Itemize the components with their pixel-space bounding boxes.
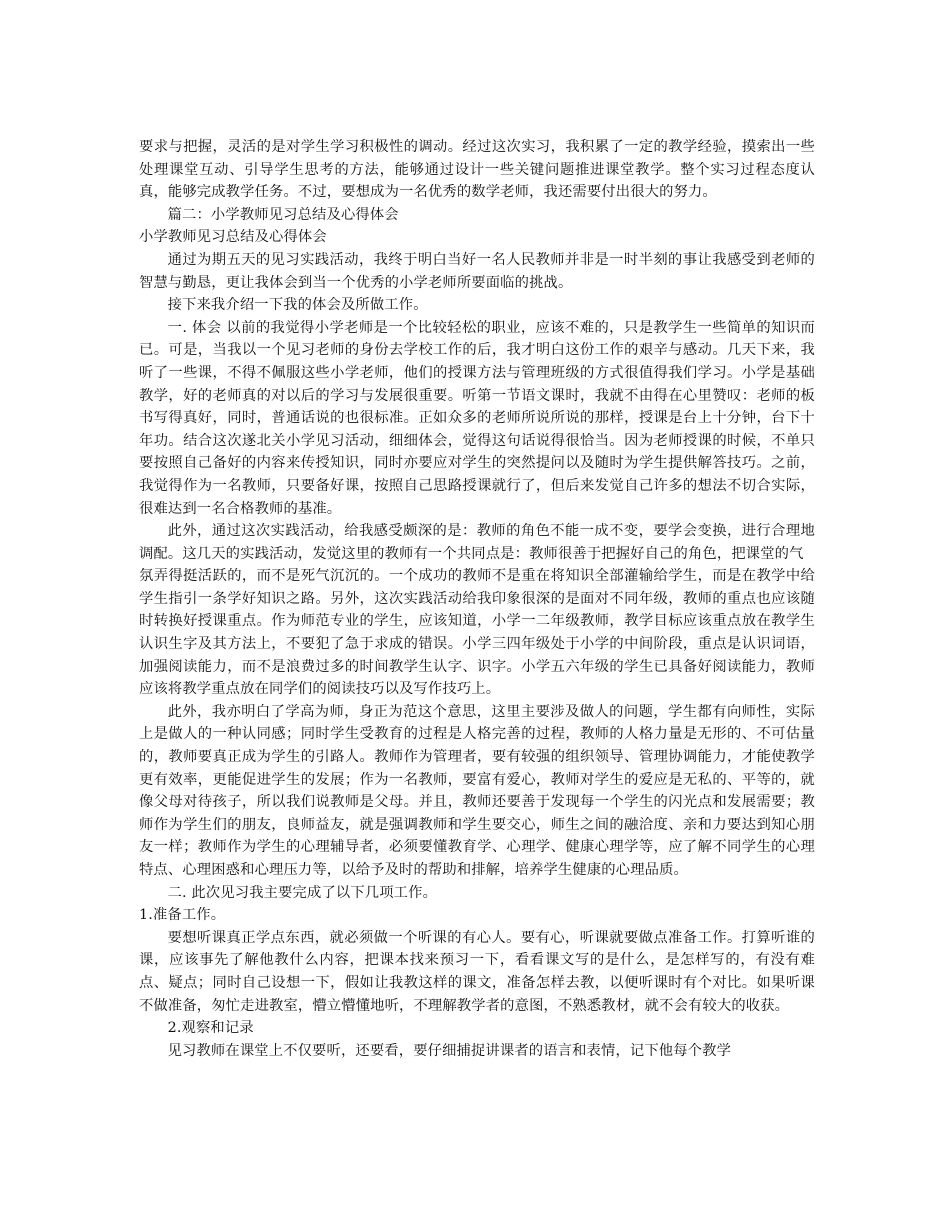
list-item-1-title: 1.准备工作。 [139, 907, 226, 924]
paragraph-continuation: 要求与把握，灵活的是对学生学习积极性的调动。经过这次实习，我积累了一定的教学经验，摸索出一些处理课堂互动、引导学生思考的方法，能够通过设计一些关键问题推进课堂教学。整个实习过程态度认真，能够完成教学任务。不过，要想成为一名优秀的数学老师，我还需要付出很大的努力。 [139, 139, 815, 201]
section-heading: 篇二：小学教师见习总结及心得体会 [167, 206, 399, 223]
document-title: 小学教师见习总结及心得体会 [139, 229, 327, 246]
paragraph-part-two: 二. 此次见习我主要完成了以下几项工作。 [167, 884, 438, 901]
paragraph-teacher: 此外，我亦明白了学高为师，身正为范这个意思，这里主要涉及做人的问题，学生都有向师性，实际上是做人的一种认同感；同时学生受教育的过程是人格完善的过程，教师的人格力量是无形的、不可估量的，教师要真正成为学生的引路人。教师作为管理者，要有较强的组织领导、管理协调能力，才能使教学更有效率，更能促进学生的发展；作为一名教师，要富有爱心，教师对学生的爱应是无私的、平等的，就像父母对待孩子，所以我们说教师是父母。并且，教师还要善于发现每一个学生的闪光点和发展需要；教师作为学生们的朋友，良师益友，就是强调教师和学生要交心，师生之间的融洽度、亲和力要达到知心朋友一样；教师作为学生的心理辅导者，必须要懂教育学、心理学、健康心理学等，应了解不同学生的心理特点、心理困惑和心理压力等，以给予及时的帮助和排解，培养学生健康的心理品质。 [139, 703, 815, 878]
list-item-2-title: 2.观察和记录 [167, 1020, 254, 1037]
paragraph-roles-continued: 氛弄得挺活跃的，而不是死气沉沉的。一个成功的教师不是重在将知识全部灌输给学生，而是在教学中给学生指引一条学好知识之路。另外，这次实践活动给我印象很深的是面对不同年级，教师的重点也应该随时转换好授课重点。作为师范专业的学生，应该知道，小学一二年级教师，教学目标应该重点放在教学生认识生字及其方法上，不要犯了急于求成的错误。小学三四年级处于小学的中间阶段，重点是认识词语，加强阅读能力，而不是浪费过多的时间教学生认字、识字。小学五六年级的学生已具备好阅读能力，教师应该将教学重点放在同学们的阅读技巧以及写作技巧上。 [139, 568, 815, 698]
paragraph-intro: 通过为期五天的见习实践活动，我终于明白当好一名人民教师并非是一时半刻的事让我感受到老师的智慧与勤恳，更让我体会到当一个优秀的小学老师所要面临的挑战。 [139, 251, 815, 291]
list-item-2-body: 见习教师在课堂上不仅要听，还要看，要仔细捕捉讲课者的语言和表情，记下他每个教学 [167, 1042, 732, 1059]
paragraph-part-one: 一. 体会 以前的我觉得小学老师是一个比较轻松的职业，应该不难的，只是教学生一些简单的知识而已。可是，当我以一个见习老师的身份去学校工作的后，我才明白这份工作的艰辛与感动。几天下来，我听了一些课，不得不佩服这些小学老师，他们的授课方法与管理班级的方式很值得我们学习。小学是基础教学，好的老师真的对以后的学习与发展很重要。听第一节语文课时，我就不由得在心里赞叹：老师的板书写得真好，同时，普通话说的也很标准。正如众多的老师所说所说的那样，授课是台上十分钟，台下十年功。结合这次遂北关小学见习活动，细细体会，觉得这句话说得很恰当。因为老师授课的时候，不单只要按照自己备好的内容来传授知识，同时亦要应对学生的突然提问以及随时为学生提供解答技巧。之前，我觉得作为一名教师，只要备好课，按照自己思路授课就行了，但后来发觉自己许多的想法不切合实际，很难达到一名合格教师的基准。 [139, 319, 815, 517]
list-item-1-body: 要想听课真正学点东西，就必须做一个听课的有心人。要有心，听课就要做点准备工作。打算听谁的课，应该事先了解他教什么内容，把课本找来预习一下，看看课文写的是什么，是怎样写的，有没有难点、疑点；同时自己设想一下，假如让我教这样的课文，准备怎样去教，以便听课时有个对比。如果听课不做准备，匆忙走进教室，懵立懵懂地听，不理解教学者的意图，不熟悉教材，就不会有较大的收获。 [139, 929, 815, 1014]
paragraph-intro-2: 接下来我介绍一下我的体会及所做工作。 [167, 297, 428, 314]
document-page [139, 136, 815, 1062]
paragraph-roles: 此外，通过这次实践活动，给我感受颇深的是：教师的角色不能一成不变，要学会变换，进行合理地调配。这几天的实践活动，发觉这里的教师有一个共同点是：教师很善于把握好自己的角色，把课堂的气 [139, 523, 815, 562]
